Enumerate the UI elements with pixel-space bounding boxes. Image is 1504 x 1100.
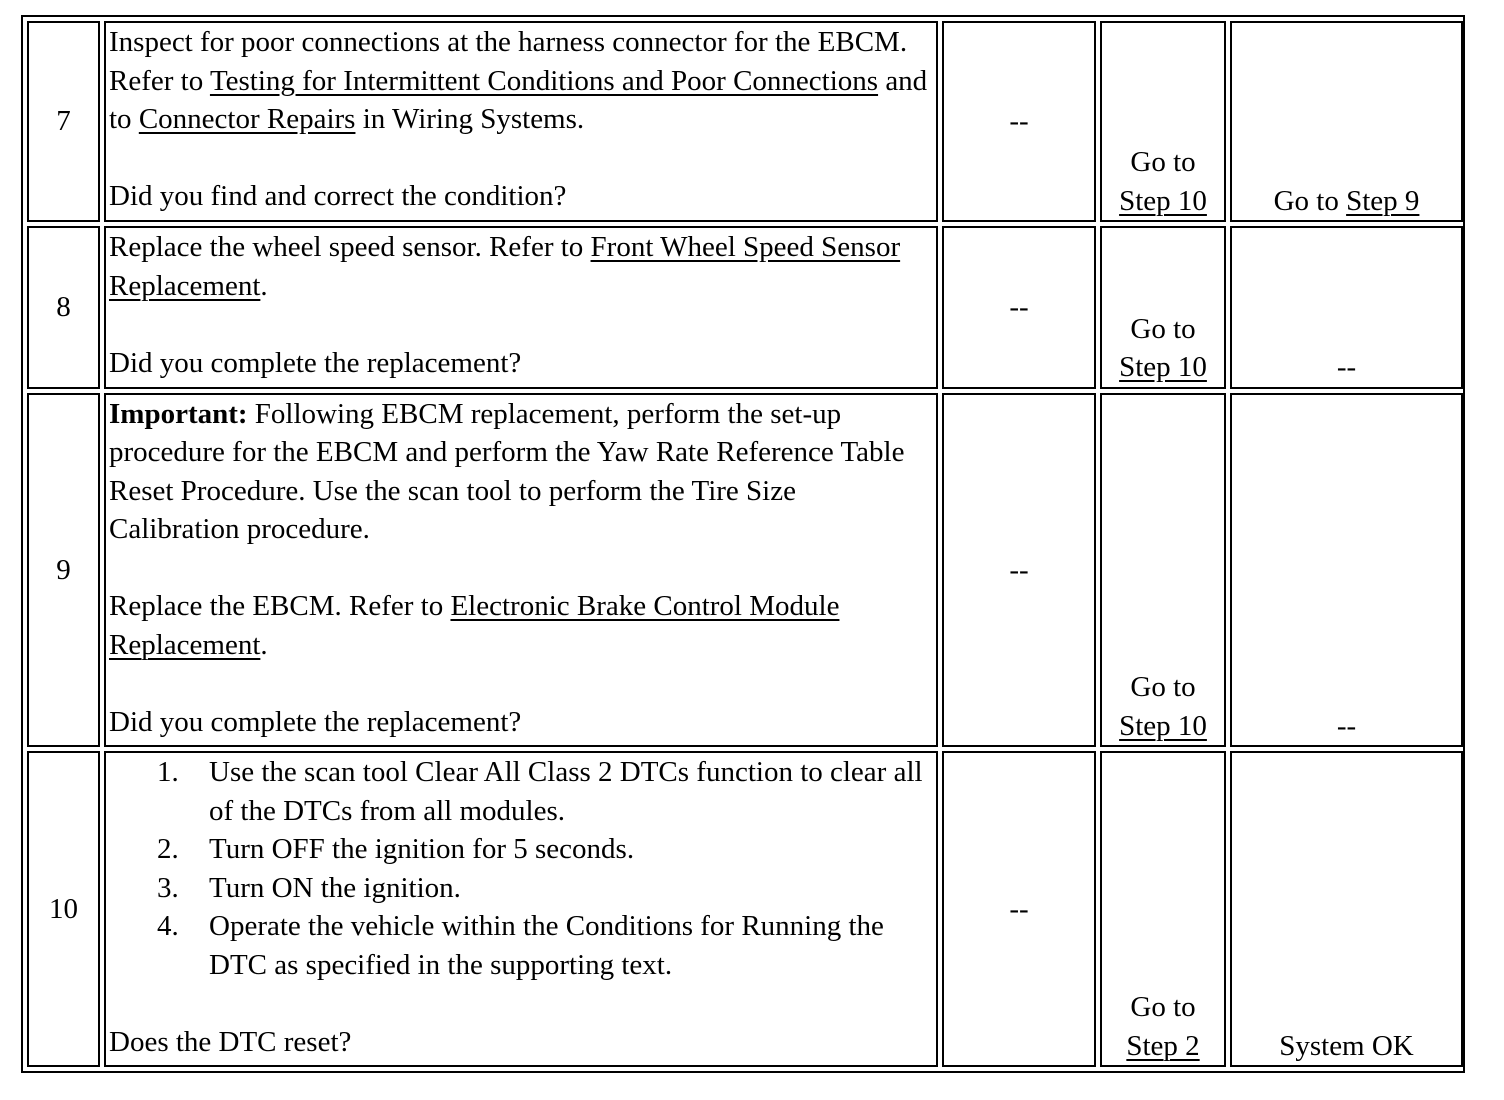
step-action — [104, 226, 938, 388]
action-text: Replace the EBCM. Refer to Electronic Brake Control Module Replacement. — [109, 590, 840, 661]
step-action — [104, 393, 938, 748]
action-question: Does the DTC reset? — [109, 1025, 352, 1058]
important-label: Important: — [109, 397, 248, 430]
step-yes: Go to Step 2 — [1100, 751, 1226, 1067]
step-value: -- — [942, 751, 1096, 1067]
step-value: -- — [942, 393, 1096, 748]
step-yes: Go to Step 10 — [1100, 21, 1226, 222]
step-no: -- — [1230, 393, 1463, 748]
important-note: Important: Following EBCM replacement, perform the set-up procedure for the EBCM and perform the Yaw Rate Reference Table Reset Procedure. Use the scan tool to perform the Tire Size Calibration procedure. — [109, 397, 905, 546]
step-yes: Go to Step 10 — [1100, 226, 1226, 388]
step-no: -- — [1230, 226, 1463, 388]
action-question: Did you complete the replacement? — [109, 346, 522, 379]
substep-list — [109, 753, 933, 984]
table-row — [27, 226, 1463, 388]
step-no: System OK — [1230, 751, 1463, 1067]
step-yes: Go to Step 10 — [1100, 393, 1226, 748]
link-testing-intermittent[interactable]: Testing for Intermittent Conditions and Poor Connections — [209, 64, 879, 97]
step-action — [104, 21, 938, 222]
action-question: Did you complete the replacement? — [109, 705, 522, 738]
step-value: -- — [942, 226, 1096, 388]
table-row — [27, 751, 1463, 1067]
list-item: 1. Use the scan tool Clear All Class 2 DTCs function to clear all of the DTCs from all modules. — [157, 756, 923, 827]
action-text: Inspect for poor connections at the harness connector for the EBCM. Refer to Testing for Intermittent Conditions and Poor Connections and to Connector Repairs in Wiring Systems. — [109, 26, 928, 135]
step-number: 8 — [27, 226, 100, 388]
table-row — [27, 21, 1463, 222]
step-number: 10 — [27, 751, 100, 1067]
diagnostic-table-frame — [21, 15, 1465, 1073]
link-connector-repairs[interactable]: Connector Repairs — [138, 103, 356, 135]
list-item: 3. Turn ON the ignition. — [157, 871, 461, 904]
link-ebcm-replacement[interactable]: Electronic Brake Control Module Replacement — [109, 590, 840, 661]
action-question: Did you find and correct the condition? — [109, 180, 567, 212]
link-front-wheel-speed-sensor[interactable]: Front Wheel Speed Sensor Replacement — [109, 231, 901, 302]
link-step-2[interactable]: Step 2 — [1126, 1029, 1200, 1062]
list-item: 2. Turn OFF the ignition for 5 seconds. — [157, 833, 635, 866]
step-number: 7 — [27, 21, 100, 222]
step-action — [104, 751, 938, 1067]
link-step-10[interactable]: Step 10 — [1119, 184, 1207, 217]
link-step-9[interactable]: Step 9 — [1346, 184, 1420, 217]
link-step-10[interactable]: Step 10 — [1119, 351, 1207, 384]
list-item: 4. Operate the vehicle within the Conditions for Running the DTC as specified in the supporting text. — [157, 910, 884, 981]
step-number: 9 — [27, 393, 100, 748]
action-text: Replace the wheel speed sensor. Refer to Front Wheel Speed Sensor Replacement. — [109, 231, 901, 302]
table-row — [27, 393, 1463, 748]
link-step-10[interactable]: Step 10 — [1119, 709, 1207, 742]
diagnostic-steps-table — [23, 17, 1467, 1071]
step-value: -- — [942, 21, 1096, 222]
step-no: Go to Step 9 — [1230, 21, 1463, 222]
